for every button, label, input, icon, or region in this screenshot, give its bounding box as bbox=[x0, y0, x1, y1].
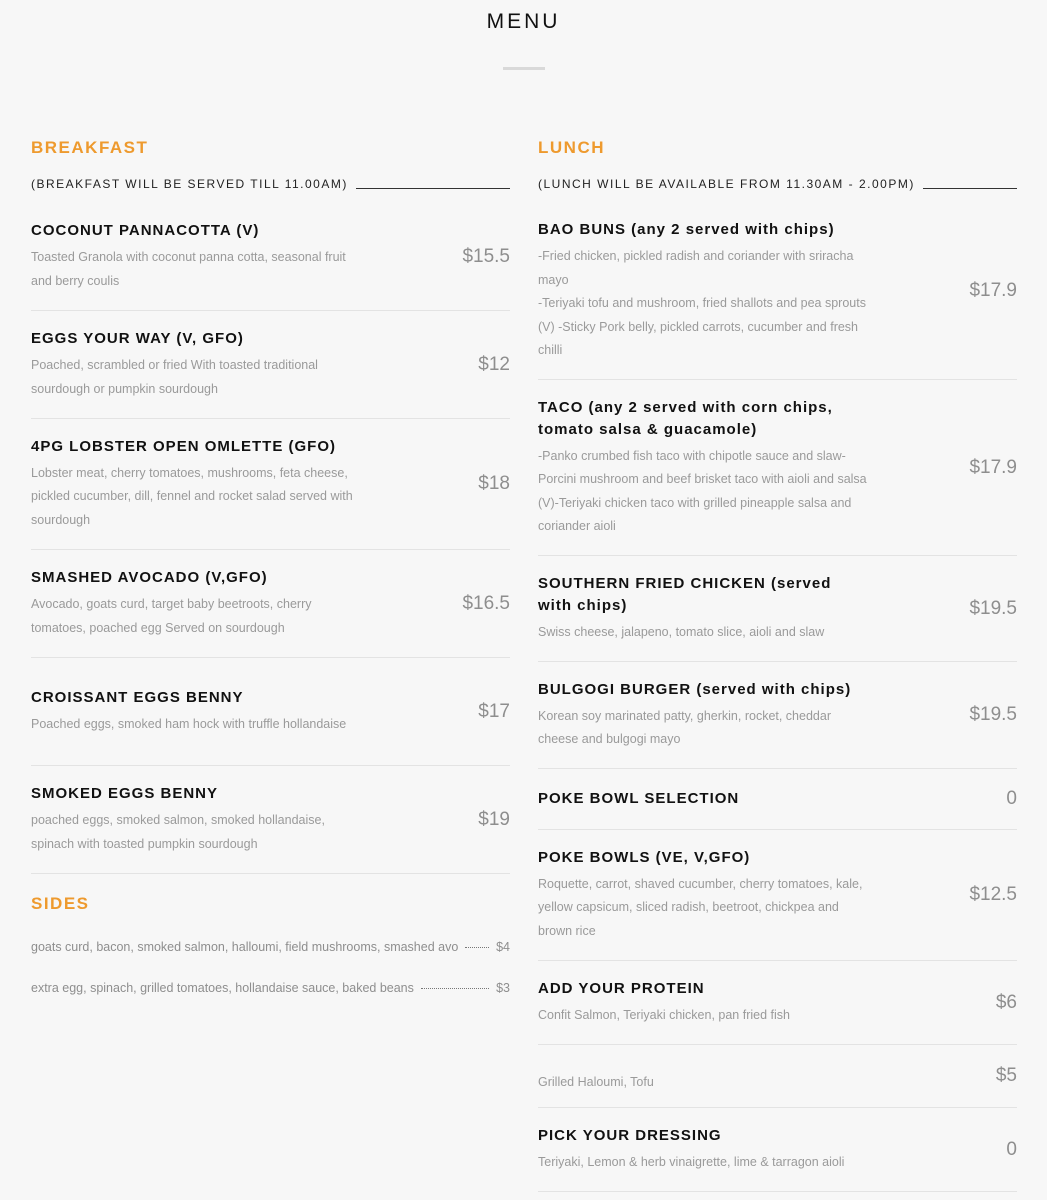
item-name: COCONUT PANNACOTTA (V) bbox=[31, 222, 260, 239]
item-name: BAO BUNS (any 2 served with chips) bbox=[538, 221, 835, 239]
menu-item bbox=[538, 769, 1017, 830]
note-underline bbox=[356, 188, 510, 189]
item-name: PICK YOUR DRESSING bbox=[538, 1126, 722, 1144]
item-price: $19 bbox=[478, 808, 510, 830]
item-price: $17.9 bbox=[969, 456, 1017, 478]
item-description: Teriyaki, Lemon & herb vinaigrette, lime & tarragon aioli bbox=[538, 1154, 845, 1169]
item-price: $15.5 bbox=[462, 245, 510, 267]
breakfast-column bbox=[31, 135, 510, 1009]
menu-item bbox=[538, 556, 1017, 662]
item-description: Grilled Haloumi, Tofu bbox=[538, 1075, 654, 1090]
dotted-leader bbox=[465, 947, 489, 948]
menu-item bbox=[31, 550, 510, 658]
menu-item bbox=[538, 830, 1017, 961]
breakfast-note-text: (BREAKFAST WILL BE SERVED TILL 11.00AM) bbox=[31, 177, 348, 191]
item-description: Poached, scrambled or fried With toasted traditional sourdough or pumpkin sourdough bbox=[31, 358, 318, 396]
item-name: SMASHED AVOCADO (V,GFO) bbox=[31, 569, 268, 586]
menu-item bbox=[31, 766, 510, 874]
menu-item bbox=[538, 203, 1017, 380]
breakfast-note bbox=[31, 174, 510, 194]
menu-item bbox=[538, 1045, 1017, 1108]
lunch-note-text: (LUNCH WILL BE AVAILABLE FROM 11.30AM - 2.00PM) bbox=[538, 177, 915, 191]
menu-item bbox=[31, 203, 510, 311]
item-description: Avocado, goats curd, target baby beetroots, cherry tomatoes, poached egg Served on sourdough bbox=[31, 597, 312, 635]
lunch-column bbox=[538, 135, 1017, 1192]
item-description: -Fried chicken, pickled radish and coriander with sriracha mayo -Teriyaki tofu and mushroom, fried shallots and pea sprouts (V) -Sticky Pork belly, pickled carrots, cucumber and fresh chilli bbox=[538, 249, 866, 358]
item-price: 0 bbox=[1006, 1138, 1017, 1160]
sides-price: $3 bbox=[496, 981, 510, 995]
sides-heading: SIDES bbox=[31, 894, 90, 913]
sides-items: goats curd, bacon, smoked salmon, halloumi, field mushrooms, smashed avo bbox=[31, 940, 459, 954]
item-description: poached eggs, smoked salmon, smoked hollandaise, spinach with toasted pumpkin sourdough bbox=[31, 813, 325, 851]
item-price: $17.9 bbox=[969, 280, 1017, 301]
menu-item bbox=[31, 419, 510, 550]
item-price: $16.5 bbox=[462, 592, 510, 614]
item-description: Lobster meat, cherry tomatoes, mushrooms, feta cheese, pickled cucumber, dill, fennel and rocket salad served with sourdough bbox=[31, 465, 353, 527]
item-price: $19.5 bbox=[969, 597, 1017, 619]
item-name: SMOKED EGGS BENNY bbox=[31, 785, 219, 802]
menu-item bbox=[538, 961, 1017, 1045]
menu-item bbox=[31, 658, 510, 766]
item-price: $12 bbox=[478, 353, 510, 375]
menu-item bbox=[538, 662, 1017, 769]
item-name: EGGS YOUR WAY (V, GFO) bbox=[31, 330, 244, 347]
item-price: $6 bbox=[995, 991, 1017, 1013]
item-price: $17 bbox=[478, 700, 510, 722]
item-price: $18 bbox=[478, 473, 510, 494]
item-description: Swiss cheese, jalapeno, tomato slice, aioli and slaw bbox=[538, 624, 825, 639]
item-name: BULGOGI BURGER (served with chips) bbox=[538, 680, 852, 698]
item-price: 0 bbox=[1006, 788, 1017, 809]
item-description: Poached eggs, smoked ham hock with truffle hollandaise bbox=[31, 716, 347, 731]
menu-item bbox=[538, 380, 1017, 556]
note-underline bbox=[923, 188, 1017, 189]
item-description: Confit Salmon, Teriyaki chicken, pan fried fish bbox=[538, 1007, 790, 1022]
sides-items: extra egg, spinach, grilled tomatoes, hollandaise sauce, baked beans bbox=[31, 981, 414, 995]
lunch-heading: LUNCH bbox=[538, 138, 605, 157]
lunch-note bbox=[538, 174, 1017, 194]
sides-row bbox=[31, 927, 510, 968]
item-name: POKE BOWLS (VE, V,GFO) bbox=[538, 848, 751, 866]
item-name: TACO (any 2 served with corn chips, tomato salsa & guacamole) bbox=[538, 398, 833, 438]
item-price: $19.5 bbox=[969, 704, 1017, 725]
page-title: MENU bbox=[486, 10, 561, 33]
sides-row bbox=[31, 968, 510, 1009]
item-description: Roquette, carrot, shaved cucumber, cherry tomatoes, kale, yellow capsicum, sliced radish, beetroot, chickpea and brown rice bbox=[538, 876, 863, 938]
menu-item bbox=[31, 311, 510, 419]
item-name: 4PG LOBSTER OPEN OMLETTE (GFO) bbox=[31, 437, 337, 455]
item-name: ADD YOUR PROTEIN bbox=[538, 979, 705, 997]
item-name: CROISSANT EGGS BENNY bbox=[31, 688, 244, 706]
dotted-leader bbox=[421, 988, 489, 989]
menu-item bbox=[538, 1108, 1017, 1192]
item-name: SOUTHERN FRIED CHICKEN (served with chips) bbox=[538, 574, 832, 614]
item-price: $5 bbox=[995, 1065, 1017, 1086]
item-price: $12.5 bbox=[969, 884, 1017, 905]
item-description: Toasted Granola with coconut panna cotta, seasonal fruit and berry coulis bbox=[31, 250, 346, 288]
breakfast-heading: BREAKFAST bbox=[31, 138, 149, 157]
sides-price: $4 bbox=[496, 940, 510, 954]
title-divider bbox=[503, 67, 545, 70]
item-description: -Panko crumbed fish taco with chipotle sauce and slaw-Porcini mushroom and beef brisket taco with aioli and salsa (V)-Teriyaki chicken taco with grilled pineapple salsa and coriander aioli bbox=[538, 448, 867, 533]
item-name: POKE BOWL SELECTION bbox=[538, 790, 740, 807]
item-description: Korean soy marinated patty, gherkin, rocket, cheddar cheese and bulgogi mayo bbox=[538, 708, 831, 746]
